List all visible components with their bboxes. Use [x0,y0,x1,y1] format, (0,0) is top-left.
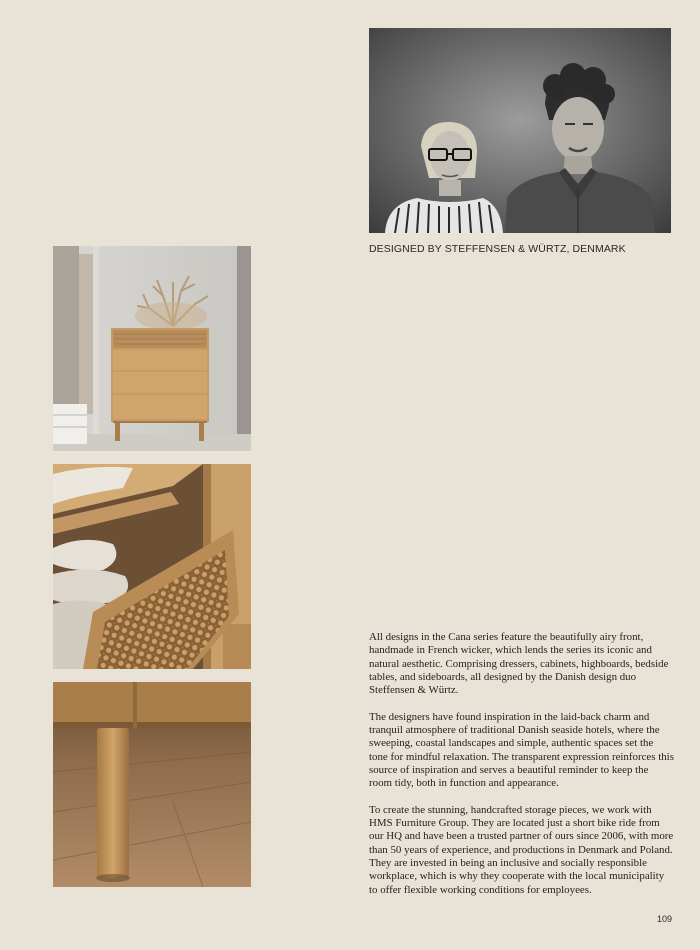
designers-portrait-photo [369,28,671,233]
paragraph-3: To create the stunning, handcrafted storage pieces, we work with HMS Furniture Group. They are located just a short bike ride from our HQ and have been a trusted partner of ours since 2006, with more than 50 years of experience, and productions in Denmark and Poland. They are invested in being an inclusive and socially responsible workplace, which is why they cooperate with the local municipality to offer flexible working conditions for employees. [369,803,674,896]
wicker-drawer-photo [53,464,251,669]
paragraph-2: The designers have found inspiration in the laid-back charm and tranquil atmosphere of traditional Danish seaside hotels, where the sweeping, coastal landscapes and simple, authentic spaces set the tone for mindful relaxation. The transparent expression reinforces this source of inspiration and serves a beautiful reminder to keep the room tidy, both in function and appearance. [369,710,674,790]
cana-dresser-photo [53,246,251,451]
paragraph-1: All designs in the Cana series feature the beautifully airy front, handmade in French wicker, which lends the series its iconic and natural aesthetic. Comprising dressers, cabinets, highboards, bedside tables, and sideboards, all designed by the Danish design duo Steffensen & Würtz. [369,631,669,697]
designer-caption: DESIGNED BY STEFFENSEN & WÜRTZ, DENMARK [369,243,626,255]
body-text [369,631,674,910]
page-number: 109 [656,914,672,924]
wooden-leg-photo [53,682,251,887]
